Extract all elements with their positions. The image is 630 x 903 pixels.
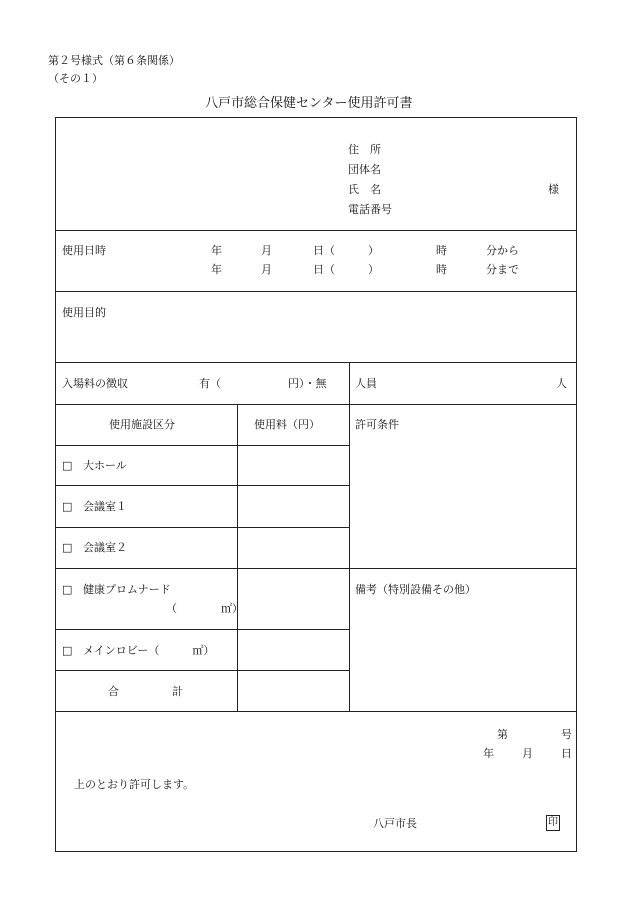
admission-fee-yen: 円）・無 [288, 377, 327, 390]
start-hour: 時 [436, 244, 447, 257]
column-divider [349, 362, 350, 711]
divider [56, 711, 576, 712]
total-label-b: 計 [172, 685, 183, 698]
start-minute-from: 分から [486, 244, 519, 257]
end-day: 日（ [313, 263, 335, 276]
name-label: 氏 名 [348, 183, 381, 196]
facility-item-label: 会議室１ [83, 500, 127, 513]
end-minute-to: 分まで [486, 263, 519, 276]
address-label: 住 所 [348, 143, 381, 156]
total-label-a: 合 [108, 685, 119, 698]
form-part: （その１） [48, 72, 103, 85]
divider [56, 670, 349, 671]
facility-item-label: メインロビー（ ㎡） [83, 644, 215, 657]
divider [56, 362, 576, 363]
permit-conditions-label: 許可条件 [355, 418, 399, 431]
facility-item-label: 大ホール [83, 459, 127, 472]
divider [56, 527, 349, 528]
seal-box: 印 [546, 815, 560, 831]
divider [56, 629, 349, 630]
checkbox-icon[interactable]: □ [62, 500, 73, 513]
approval-month: 月 [522, 747, 533, 760]
headcount-label: 人員 [355, 377, 377, 390]
start-year: 年 [211, 244, 222, 257]
usage-datetime-label: 使用日時 [62, 244, 106, 257]
divider [56, 230, 576, 231]
admission-fee-label: 入場料の徴収 [62, 377, 128, 390]
group-label: 団体名 [348, 163, 381, 176]
page-title: 八戸市総合保健センター使用許可書 [205, 96, 413, 111]
divider [56, 291, 576, 292]
start-day: 日（ [313, 244, 335, 257]
remarks-label: 備考（特別設備その他） [355, 583, 476, 596]
divider [56, 445, 349, 446]
end-close-paren: ） [368, 263, 379, 276]
purpose-label: 使用目的 [62, 306, 106, 319]
end-month: 月 [261, 263, 272, 276]
start-close-paren: ） [368, 244, 379, 257]
checkbox-icon[interactable]: □ [62, 644, 73, 657]
form-number: 第２号様式（第６条関係） [48, 54, 180, 67]
divider [56, 568, 576, 569]
admission-fee-yes: 有（ [199, 377, 221, 390]
end-year: 年 [211, 263, 222, 276]
permit-form [55, 117, 577, 852]
column-divider [237, 404, 238, 711]
honorific: 様 [548, 183, 559, 196]
headcount-unit: 人 [556, 377, 567, 390]
approval-year: 年 [483, 747, 494, 760]
facility-division-header: 使用施設区分 [109, 418, 175, 431]
checkbox-icon[interactable]: □ [62, 583, 73, 596]
mayor-label: 八戸市長 [373, 817, 417, 830]
phone-label: 電話番号 [348, 203, 392, 216]
start-month: 月 [261, 244, 272, 257]
approval-statement: 上のとおり許可します。 [74, 778, 195, 791]
usage-fee-header: 使用料（円） [254, 418, 320, 431]
divider [56, 485, 349, 486]
checkbox-icon[interactable]: □ [62, 541, 73, 554]
approval-day: 日 [561, 747, 572, 760]
facility-item-label: 会議室２ [83, 541, 127, 554]
permit-number-suffix: 号 [561, 728, 572, 741]
permit-number-prefix: 第 [497, 728, 508, 741]
divider [56, 404, 576, 405]
facility-item-label: 健康プロムナード [83, 583, 171, 596]
checkbox-icon[interactable]: □ [62, 459, 73, 472]
end-hour: 時 [436, 263, 447, 276]
area-field: （ ㎡） [166, 602, 243, 615]
